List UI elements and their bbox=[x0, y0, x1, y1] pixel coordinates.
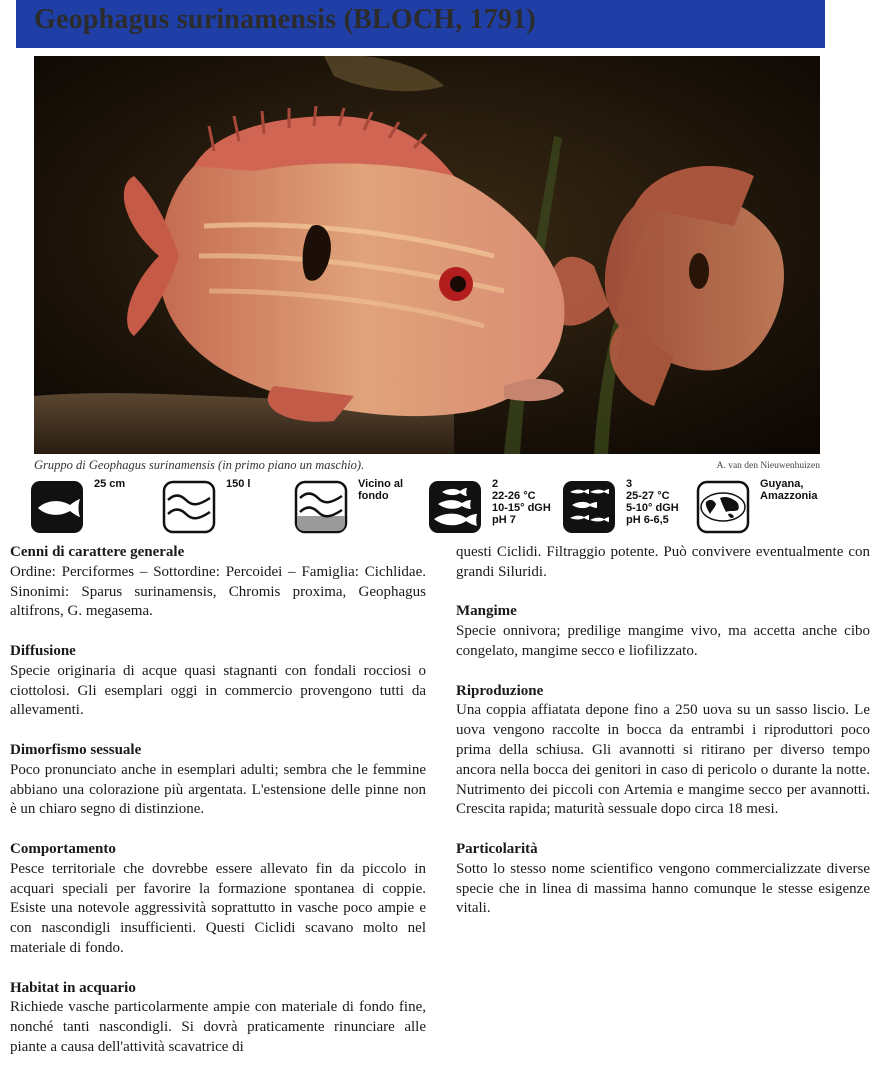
section-title: Riproduzione bbox=[456, 682, 544, 699]
group-2-hardness: 5-10° dGH bbox=[626, 502, 679, 514]
section-text: Specie onnivora; predilige mangime vivo, ma accetta anche cibo congelato, mangime secco e liofilizzato. bbox=[456, 623, 870, 659]
section-text: Ordine: Perciformes – Sottordine: Percoidei – Famiglia: Cichlidae. Sinonimi: Sparus surinamensis, Chromis proxima, Geophagus altifrons, G. megasema. bbox=[10, 563, 426, 620]
group-1-hardness: 10-15° dGH bbox=[492, 502, 551, 514]
title-banner bbox=[16, 0, 825, 48]
region-line2: Amazzonia bbox=[760, 490, 818, 502]
section-text: Sotto lo stesso nome scientifico vengono commercializzate diverse specie che in linea di massima hanno comunque le stesse esigenze vitali. bbox=[456, 860, 870, 917]
swim-zone-line2: fondo bbox=[358, 490, 389, 502]
section-text: Poco pronunciato anche in esemplari adulti; sembra che le femmine abbiano una colorazione più argentata. L'estensione delle pinne non è un chiaro segno di distinzione. bbox=[10, 761, 426, 818]
section-text: Una coppia affiatata depone fino a 250 uova su un sasso liscio. Le uova vengono raccolte in bocca da entrambi i riproduttori poco prima della schiusa. Gli avannotti si ritirano per diverso tempo ancora nella bocca dei genitori in caso di pericolo o durante la notte. Nutrimento dei piccoli con Artemia e mangime secco per avannotti. Crescita rapida; maturità sessuale dopo circa 18 mesi. bbox=[456, 702, 870, 818]
group-2-temp: 25-27 °C bbox=[626, 490, 670, 502]
section-mangime bbox=[456, 602, 870, 661]
section-generale bbox=[10, 543, 426, 622]
fish-group-icon bbox=[428, 480, 482, 534]
left-column bbox=[10, 543, 426, 1058]
section-title: Particolarità bbox=[456, 840, 538, 857]
group-1-temp: 22-26 °C bbox=[492, 490, 536, 502]
fish-size-label: 25 cm bbox=[94, 478, 126, 490]
section-riproduzione bbox=[456, 682, 870, 821]
group-1-ph: pH 7 bbox=[492, 514, 516, 526]
photo-caption: Gruppo di Geophagus surinamensis (in primo piano un maschio). bbox=[34, 458, 365, 472]
section-comportamento bbox=[10, 840, 426, 959]
group-1-level: 2 bbox=[492, 478, 499, 490]
aquarium-volume-label: 150 l bbox=[226, 478, 251, 490]
swim-zone-icon bbox=[294, 480, 348, 534]
right-column bbox=[456, 543, 870, 919]
section-title: Habitat in acquario bbox=[10, 979, 136, 996]
fish-group-2-params bbox=[626, 478, 679, 526]
species-facts-row bbox=[30, 477, 830, 537]
photo-credit: A. van den Nieuwenhuizen bbox=[716, 461, 820, 471]
fish-illustration bbox=[34, 56, 820, 454]
section-particolarita bbox=[456, 840, 870, 919]
section-text: questi Ciclidi. Filtraggio potente. Può convivere eventualmente con grandi Siluridi. bbox=[456, 544, 870, 580]
region-label bbox=[760, 478, 817, 502]
section-text: Specie originaria di acque quasi stagnanti con fondali rocciosi o ciottolosi. Gli esemplari oggi in commercio provengono tutti da allevamenti. bbox=[10, 662, 426, 719]
section-text: Richiede vasche particolarmente ampie con materiale di fondo fine, nonché tanti nascondigli. Si dovrà praticamente rinunciare alle piante a causa dell'attività scavatrice di bbox=[10, 999, 426, 1055]
fish-size-icon bbox=[30, 480, 84, 534]
section-title: Comportamento bbox=[10, 840, 116, 857]
section-habitat-continued bbox=[456, 543, 870, 583]
swim-zone-line1: Vicino al bbox=[358, 478, 404, 490]
section-text: Pesce territoriale che dovrebbe essere allevato fin da piccolo in acquari speciali per favorire la formazione spontanea di coppie. Esiste una notevole aggressività soprattutto in vasche poco ampie e con nascondigli insufficienti. Questi Ciclidi scavano molto nel materiale di fondo. bbox=[10, 860, 426, 956]
swim-zone-label bbox=[358, 478, 403, 502]
section-title: Cenni di carattere generale bbox=[10, 544, 185, 560]
section-habitat bbox=[10, 979, 426, 1058]
fish-photo bbox=[34, 56, 820, 454]
page-title: Geophagus surinamensis (BLOCH, 1791) bbox=[34, 4, 536, 35]
section-dimorfismo bbox=[10, 741, 426, 820]
section-title: Mangime bbox=[456, 603, 517, 620]
fish-group-1-params bbox=[492, 478, 551, 526]
group-2-level: 3 bbox=[626, 478, 633, 490]
fish-school-icon bbox=[562, 480, 616, 534]
section-title: Diffusione bbox=[10, 642, 76, 659]
section-title: Dimorfismo sessuale bbox=[10, 741, 142, 758]
world-map-icon bbox=[696, 480, 750, 534]
group-2-ph: pH 6-6,5 bbox=[626, 514, 669, 526]
aquarium-volume-icon bbox=[162, 480, 216, 534]
region-line1: Guyana, bbox=[760, 478, 804, 490]
section-diffusione bbox=[10, 642, 426, 721]
